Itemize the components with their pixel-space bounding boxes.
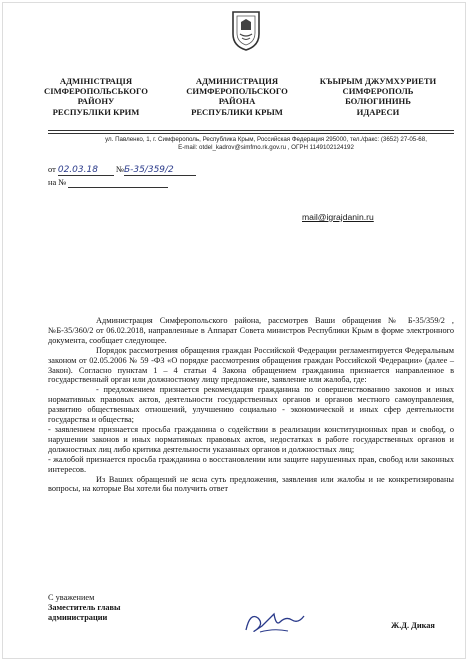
regards-text: С уважением [48, 593, 95, 602]
incoming-number-field [68, 178, 168, 188]
number-field [124, 165, 196, 176]
contact-details [68, 136, 464, 151]
header-divider [48, 130, 454, 131]
header-line: СИМФЕРОПОЛЬ [342, 86, 414, 97]
number-label: № [115, 165, 124, 174]
contact-email: E-mail: otdel_kadrov@simfmo.rk.gov.ru , ОГРН 1149102124192 [178, 143, 354, 151]
header-line: РЕСПУБЛИКИ КРЫМ [191, 106, 283, 117]
date-field [58, 165, 114, 176]
signer-name: Ж.Д. Дикая [391, 621, 435, 630]
header-line: АДМІНІСТРАЦІЯ [59, 76, 133, 86]
list-item: - заявлением признается просьба гражданина о содействии в реализации конституционных прав и свобод, о нарушении законов и иных нормативных правовых актов, недостатках в работе государственных органов и должностных лиц либо критика деятельности указанных органов и должностных лиц; [48, 424, 454, 454]
coat-of-arms-icon [229, 8, 263, 52]
header-line: РАЙОНУ [77, 96, 115, 107]
header-line: БОЛЮГИНИНЬ [345, 96, 411, 107]
header-russian [176, 76, 298, 117]
header-line: СИМФЕРОПОЛЬСКОГО [186, 86, 288, 97]
handwritten-number: Б-35/359/2 [123, 165, 174, 175]
closing-block [48, 593, 120, 624]
header-line: АДМИНИСТРАЦИЯ [195, 76, 279, 86]
contact-address: ул. Павленко, 1, г. Симферополь, Республика Крым, Российская Федерация 295000, тел./факс: (3652) 27-05-68, [105, 136, 427, 143]
incoming-reference [48, 178, 168, 188]
signer-position: администрации [48, 613, 108, 623]
header-line: РАЙОНА [218, 96, 256, 107]
paragraph: Из Ваших обращений не ясна суть предложения, заявления или жалобы и не конкретизированы вопросы, на которые Вы хотели бы получить ответ [48, 474, 454, 494]
header-line: СІМФЕРОПОЛЬСЬКОГО [44, 86, 148, 97]
signer-position: Заместитель главы [48, 603, 121, 613]
header-line: РЕСПУБЛІКИ КРИМ [52, 106, 140, 117]
outgoing-reference [48, 165, 196, 176]
header-line: КЪЫРЫМ ДЖУМХУРИЕТИ [319, 76, 437, 86]
list-item: - предложением признается рекомендация гражданина по совершенствованию законов и иных нормативных правовых актов, деятельности государственных органов и органов местного самоуправления, развитию общественных отношений, улучшению социально - экономической и иных сфер деятельности государства и общества; [48, 385, 454, 425]
list-item: - жалобой признается просьба гражданина о восстановлении или защите нарушенных прав, свобод или законных интересов. [48, 454, 454, 474]
from-label: от [48, 165, 56, 174]
header-line: ИДАРЕСИ [356, 106, 400, 117]
handwritten-signature [240, 604, 310, 640]
incoming-number-label: на № [48, 178, 67, 187]
header-ukrainian [26, 76, 166, 117]
header-divider [48, 133, 454, 134]
handwritten-date: 02.03.18 [57, 165, 98, 175]
header-crimean-tatar [303, 76, 453, 117]
paragraph: Порядок рассмотрения обращения граждан Российской Федерации регламентируется Федеральным законом от 02.05.2006 № 59 -ФЗ «О порядке рассмотрения обращения граждан Российской Федерации» (далее – Закон). Согласно пунктам 1 – 4 статьи 4 Закона обращением гражданина признается направленное в государственный орган или должностному лицу предложение, заявление или жалоба, где: [48, 345, 454, 385]
letter-body [48, 316, 454, 494]
paragraph: Администрация Симферопольского района, рассмотрев Ваши обращения № Б-35/359/2 , №Б-35/360/2 от 06.02.2018, направленные в Аппарат Совета министров Республики Крым в форме электронного документа, сообщает следующее. [48, 316, 454, 345]
recipient-email: mail@igrajdanin.ru [302, 212, 374, 222]
